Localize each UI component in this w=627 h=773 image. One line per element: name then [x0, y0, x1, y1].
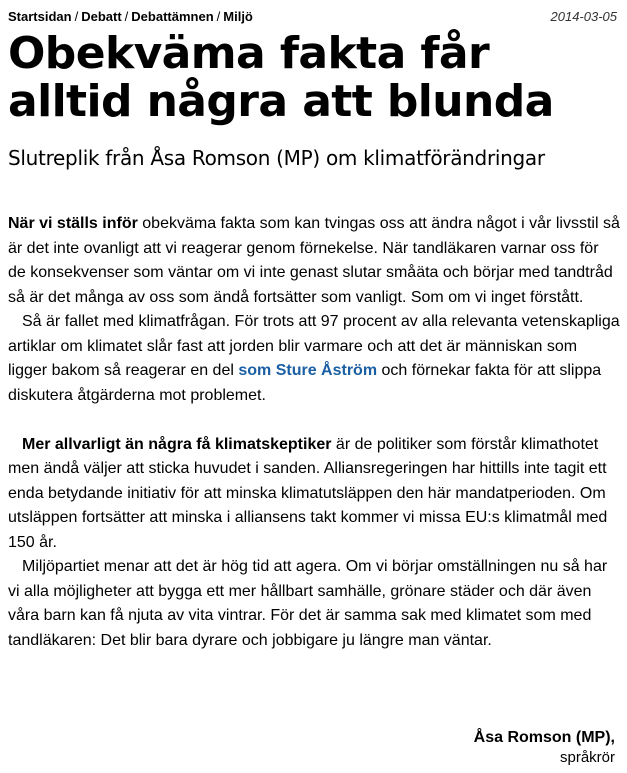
paragraph-2-text-after: och förnekar fakta för att slippa diskutera åtgärderna mot problemet.	[8, 362, 602, 404]
article-subheading: Slutreplik från Åsa Romson (MP) om klimatförändringar	[8, 146, 545, 170]
paragraph-1	[8, 212, 620, 310]
paragraph-1-text: obekväma fakta som kan tvingas oss att ändra något i vår livsstil så är det inte ovanligt att vi reagerar genom förnekelse. När tandläkaren varnar oss för de konsekvenser som väntar om vi inte genast slutar småäta och börjar med tandtråd så är det många av oss som ändå fortsätter som vanligt. Som om vi inget förstått.	[8, 215, 620, 306]
publish-date: 2014-03-05	[550, 9, 617, 24]
paragraph-2-text-before: Så är fallet med klimatfrågan. För trots att 97 procent av alla relevanta vetenskapliga artiklar om klimatet slår fast att jorden blir varmare och att det är människan som ligger bakom så reagerar en del	[8, 313, 620, 379]
breadcrumb-item-debatt[interactable]: Debatt	[81, 9, 122, 24]
author-signature	[474, 728, 615, 768]
breadcrumb-item-startsidan[interactable]: Startsidan	[8, 9, 72, 24]
breadcrumb-separator: /	[216, 9, 221, 24]
paragraph-3-text: är de politiker som förstår klimathotet men ändå väljer att sticka huvudet i sanden. Alliansregeringen har hittills inte tagit ett enda betydande initiativ för att minska klimatutsläppen den här mandatperioden. Om utsläppen fortsätter att minska i alliansens takt kommer vi missa EU:s klimatmål med 150 år.	[8, 435, 608, 551]
breadcrumb-separator: /	[124, 9, 129, 24]
paragraph-3-lead: Mer allvarligt än några få klimatskeptiker	[22, 435, 332, 453]
author-name: Åsa Romson (MP),	[473, 729, 615, 746]
breadcrumb-item-miljo[interactable]: Miljö	[223, 9, 253, 24]
inline-link-sture-astrom[interactable]: som Sture Åström	[238, 362, 378, 379]
paragraph-1-lead: När vi ställs inför	[8, 215, 138, 232]
breadcrumb-separator: /	[74, 9, 79, 24]
paragraph-4	[8, 555, 620, 653]
paragraph-3	[8, 433, 620, 556]
paragraph-2	[8, 310, 620, 408]
paragraph-4-text: Miljöpartiet menar att det är hög tid att agera. Om vi börjar omställningen nu så har vi alla möjligheter att bygga ett mer hållbart samhälle, grönare städer och där även våra barn kan få njuta av vita vintrar. För det är samma sak med klimatet som med tandläkaren: Det blir bara dyrare och jobbigare ju längre man väntar.	[8, 558, 608, 649]
author-role: språkrör	[559, 749, 615, 766]
article-headline: Obekväma fakta får alltid några att blunda	[8, 28, 554, 127]
top-bar	[8, 8, 617, 26]
breadcrumb	[8, 8, 253, 26]
article-body	[8, 212, 620, 653]
breadcrumb-item-debattamnen[interactable]: Debattämnen	[131, 9, 214, 24]
